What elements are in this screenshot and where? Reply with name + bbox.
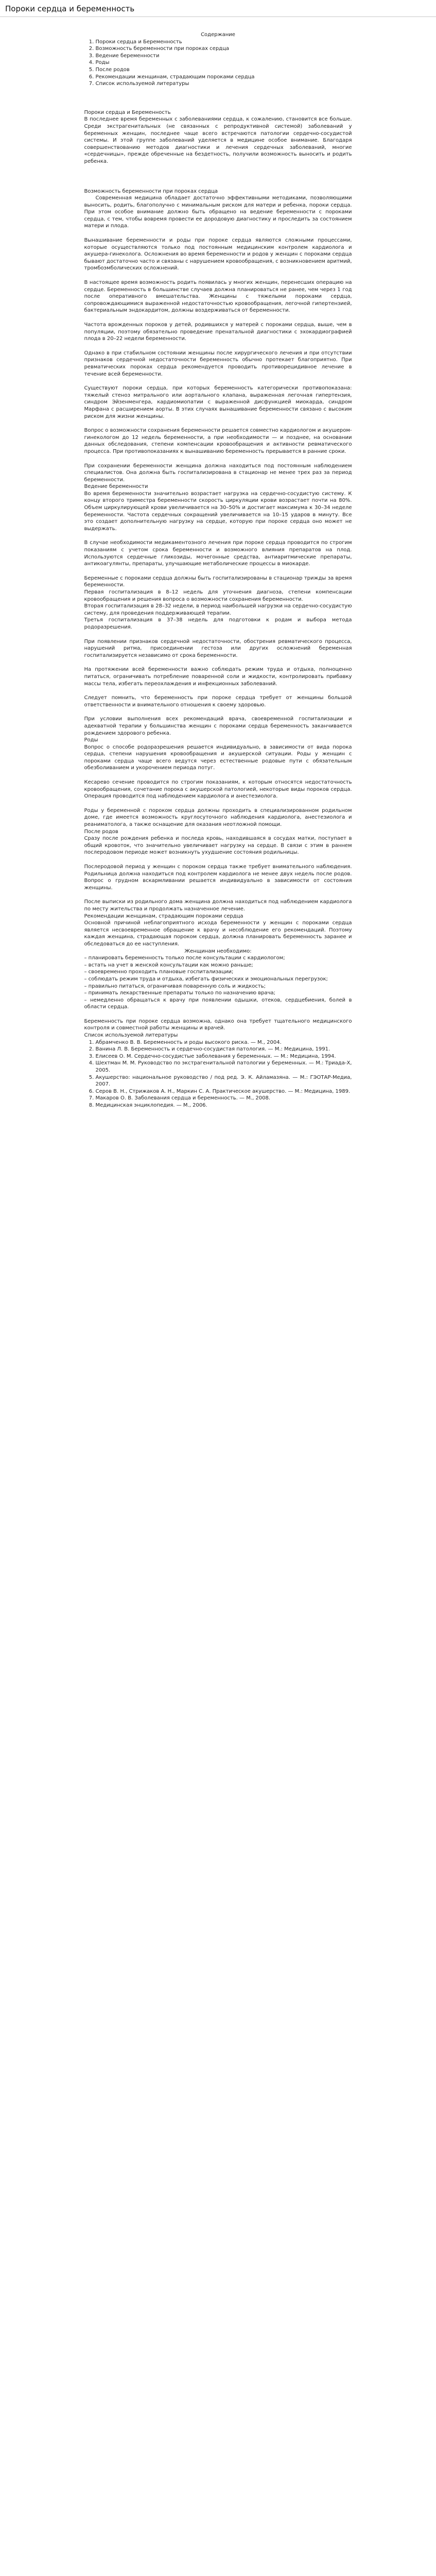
paragraph: Однако в при стабильном состоянии женщины после хирургического лечения и при отсутствии признаков сердечной недостаточности беременность обычно протекает благоприятно. При ревматических пороках сердца рекомендуется проводить противорецидивное лечение в течение всей беременности.: [84, 350, 352, 377]
paragraph: После выписки из родильного дома женщина должна находиться под наблюдением кардиолога по месту жительства и продолжать назначенное лечение.: [84, 899, 352, 912]
paragraph: Третья госпитализация в 37–38 недель для подготовки к родам и выбора метода родоразрешения.: [84, 617, 352, 630]
paragraph: Вторая госпитализация в 28–32 недели, в период наибольшей нагрузки на сердечно-сосудистую систему, для проведения поддерживающей терапии.: [84, 603, 352, 616]
toc-item[interactable]: 1. Пороки сердца и Беременность: [96, 39, 352, 46]
paragraph: В настоящее время возможность родить появилась у многих женщин, перенесших операцию на сердце. Беременность в большинстве случаев должна планироваться не ранее, чем через 1 год после оперативного вмешательства. Женщины с тяжелыми пороками сердца, сопровождающимися выраженной недостаточностью кровообращения, легочной гипертензией, бактериальным эндокардитом, должны воздерживаться от беременности.: [84, 280, 352, 314]
paragraph: Кесарево сечение проводится по строгим показаниям, к которым относятся недостаточность кровообращения, сочетание порока с акушерской патологией, некоторые виды пороков сердца. Операция проводится под наблюдением кардиолога и анестезиолога.: [84, 779, 352, 800]
paragraph: На протяжении всей беременности важно соблюдать режим труда и отдыха, полноценно питаться, ограничивать потребление поваренной соли и жидкости, контролировать прибавку массы тела, избегать переохлаждения и инфекционных заболеваний.: [84, 667, 352, 687]
list-item: – планировать беременность только после консультации с кардиологом;: [84, 955, 285, 961]
table-of-contents: [84, 39, 352, 88]
list-item: – правильно питаться, ограничивая поваренную соль и жидкость;: [84, 983, 266, 989]
section-title-labor: Роды: [84, 737, 98, 743]
list-item: – принимать лекарственные препараты только по назначению врача;: [84, 990, 275, 996]
toc-item[interactable]: 3. Ведение беременности: [96, 53, 352, 60]
paragraph: При появлении признаков сердечной недостаточности, обострения ревматического процесса, нарушений ритма, присоединении гестоза или других осложнений беременная госпитализируется независимо от срока беременности.: [84, 638, 352, 658]
paragraph: В последнее время беременных с заболеваниями сердца, к сожалению, становится все больше. Среди экстрагенитальных (не связанных с репродуктивной системой) заболеваний у беременных женщин, последнее чаще всего встречаются патологии сердечно-сосудистой системы. И этой группе заболеваний уделяется в медицине особое внимание. Благодаря совершенствованию методов диагностики и лечения сердечных заболеваний, многие «сердечницы», прежде обреченные на бездетность, получили возможность выносить и родить ребенка.: [84, 116, 352, 164]
literature-item: 7. Макаров О. В. Заболевания сердца и беременность. — М., 2008.: [96, 1095, 352, 1102]
literature-item: 1. Абрамченко В. В. Беременность и роды высокого риска. — М., 2004.: [96, 1039, 352, 1046]
section-title-recommendations: Рекомендации женщинам, страдающим пороками сердца: [84, 913, 243, 919]
page-title: Пороки сердца и беременность: [0, 0, 436, 17]
toc-item[interactable]: 2. Возможность беременности при пороках сердца: [96, 45, 352, 53]
section-title-management: Ведение беременности: [84, 484, 148, 490]
literature-list: [84, 1039, 352, 1109]
toc-heading: Содержание: [201, 32, 235, 38]
paragraph-heading: Женщинам необходимо:: [184, 948, 252, 954]
paragraph: Следует помнить, что беременность при пороке сердца требует от женщины большой ответственности и внимательного отношения к своему здоровью.: [84, 695, 352, 708]
toc-item[interactable]: 7. Список используемой литературы: [96, 80, 352, 88]
section-title-literature: Список используемой литературы: [84, 1032, 178, 1039]
section-title-possibility: Возможность беременности при пороках сердца: [84, 188, 218, 194]
section-title-postpartum: После родов: [84, 828, 118, 835]
paragraph: Основной причиной неблагоприятного исхода беременности у женщин с пороками сердца является несвоевременное обращение к врачу и несоблюдение его рекомендаций. Поэтому каждая женщина, страдающая пороком сердца, должна планировать беременность заранее и обследоваться до ее наступления.: [84, 920, 352, 947]
paragraph: Вопрос о возможности сохранения беременности решается совместно кардиологом и акушером-гинекологом до 12 недель беременности, а при необходимости — и позднее, на основании данных обследования, степени компенсации кровообращения и активности ревматического процесса. При противопоказаниях к вынашиванию беременность прерывается в ранние сроки.: [84, 428, 352, 454]
list-item: – немедленно обращаться к врачу при появлении одышки, отеков, сердцебиения, болей в области сердца.: [84, 997, 352, 1010]
literature-item: 4. Шехтман М. М. Руководство по экстрагенитальной патологии у беременных. — М.: Триада-Х, 2005.: [96, 1060, 352, 1074]
paragraph: Сразу после рождения ребенка и последа кровь, находившаяся в сосудах матки, поступает в общий кровоток, что значительно увеличивает нагрузку на сердце. В связи с этим в раннем послеродовом периоде может возникнуть ухудшение состояния родильницы.: [84, 836, 352, 856]
paragraph: Роды у беременной с пороком сердца должны проходить в специализированном родильном доме, где имеется возможность круглосуточного наблюдения кардиолога, анестезиолога и реаниматолога, а также оснащение для оказания неотложной помощи.: [84, 807, 352, 828]
list-item: – встать на учет в женской консультации как можно раньше;: [84, 962, 253, 968]
paragraph: Частота врожденных пороков у детей, родившихся у матерей с пороками сердца, выше, чем в популяции, поэтому обязательно проведение пренатальной диагностики с эхокардиографией плода в 20–22 недели беременности.: [84, 322, 352, 342]
paragraph: Беременные с пороками сердца должны быть госпитализированы в стационар трижды за время беременности.: [84, 575, 352, 588]
paragraph: В случае необходимости медикаментозного лечения при пороке сердца проводится по строгим показаниям с учетом срока беременности и возможного влияния препаратов на плод. Используются сердечные гликозиды, мочегонные средства, антиаритмические препараты, антикоагулянты, препараты, улучшающие метаболические процессы в миокарде.: [84, 540, 352, 567]
paragraph: При сохранении беременности женщина должна находиться под постоянным наблюдением специалистов. Она должна быть госпитализирована в стационар не менее трех раз за период беременности.: [84, 463, 352, 483]
article-body: [84, 17, 352, 1109]
literature-item: 8. Медицинская энциклопедия. — М., 2006.: [96, 1102, 352, 1109]
list-item: – соблюдать режим труда и отдыха, избегать физических и эмоциональных перегрузок;: [84, 976, 328, 982]
toc-item[interactable]: 5. После родов: [96, 66, 352, 74]
toc-item[interactable]: 4. Роды: [96, 59, 352, 66]
paragraph: Вопрос о способе родоразрешения решается индивидуально, в зависимости от вида порока сердца, степени нарушения кровообращения и акушерской ситуации. Роды у женщин с пороками сердца чаще всего ведутся через естественные родовые пути с обязательным обезболиванием и укорочением периода потуг.: [84, 744, 352, 771]
section-title-pregnancy: Пороки сердца и Беременность: [84, 109, 171, 115]
paragraph: При условии выполнения всех рекомендаций врача, своевременной госпитализации и адекватной терапии у большинства женщин с пороками сердца беременность заканчивается рождением здорового ребенка.: [84, 716, 352, 736]
paragraph: Вынашивание беременности и роды при пороке сердца являются сложными процессами, которые осуществляются только под постоянным медицинским контролем кардиолога и акушера-гинеколога. Осложнения во время беременности и родов у женщин с пороками сердца бывают достаточно часто и связаны с нарушением кровообращения, с возникновением аритмий, тромбоэмболических осложнений.: [84, 238, 352, 272]
literature-item: 2. Ванина Л. В. Беременность и сердечно-сосудистая патология. — М.: Медицина, 1991.: [96, 1046, 352, 1053]
toc-item[interactable]: 6. Рекомендации женщинам, страдающим пороками сердца: [96, 74, 352, 81]
literature-item: 3. Елисеев О. М. Сердечно-сосудистые заболевания у беременных. — М.: Медицина, 1994.: [96, 1053, 352, 1060]
paragraph: Первая госпитализация в 8–12 недель для уточнения диагноза, степени компенсации кровообращения и решения вопроса о возможности сохранения беременности.: [84, 589, 352, 602]
paragraph: Во время беременности значительно возрастает нагрузка на сердечно-сосудистую систему. К концу второго триместра беременности скорость циркуляции крови возрастает почти на 80%. Объем циркулирующей крови увеличивается на 30–50% и достигает максимума к 30–34 неделе беременности. Частота сердечных сокращений увеличивается на 10–15 ударов в минуту. Все это создает дополнительную нагрузку на сердце, которую при пороке сердца оно может не выдержать.: [84, 490, 352, 532]
literature-item: 5. Акушерство: национальное руководство / под ред. Э. К. Айламазяна. — М.: ГЭОТАР-Медиа, 2007.: [96, 1074, 352, 1088]
literature-item: 6. Серов В. Н., Стрижаков А. Н., Маркин С. А. Практическое акушерство. — М.: Медицина, 1989.: [96, 1088, 352, 1095]
paragraph: Беременность при пороке сердца возможна, однако она требует тщательного медицинского контроля и совместной работы женщины и врачей.: [84, 1018, 352, 1031]
paragraph: Существуют пороки сердца, при которых беременность категорически противопоказана: тяжелый стеноз митрального или аортального клапана, выраженная легочная гипертензия, синдром Эйзенменгера, кардиомиопатии с выраженной дисфункцией миокарда, синдром Марфана с расширением аорты. В этих случаях вынашивание беременности связано с высоким риском для жизни женщины.: [84, 385, 352, 419]
paragraph: Послеродовой период у женщин с пороком сердца также требует внимательного наблюдения. Родильница должна находиться под контролем кардиолога не менее двух недель после родов. Вопрос о грудном вскармливании решается индивидуально в зависимости от состояния женщины.: [84, 864, 352, 891]
paragraph: Современная медицина обладает достаточно эффективными методиками, позволяющими выносить, родить, благополучно с минимальным риском для матери и ребенка, пороки сердца. При этом особое внимание должно быть обращено на ведение беременности с пороками сердца, с тем, чтобы вовремя провести ее дородовую диагностику и проследить за состоянием матери и плода.: [84, 195, 352, 229]
list-item: – своевременно проходить плановые госпитализации;: [84, 969, 234, 975]
